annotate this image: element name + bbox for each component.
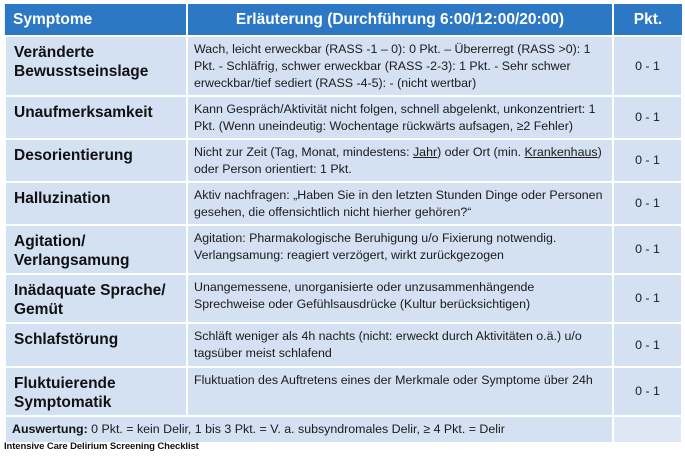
evaluation-label: Auswertung: <box>12 422 88 436</box>
points-cell: 0 - 1 <box>613 36 682 96</box>
symptom-cell: Halluzination <box>5 182 187 225</box>
points-cell: 0 - 1 <box>613 96 682 139</box>
evaluation-row <box>5 416 682 443</box>
table-row <box>5 182 682 225</box>
points-cell: 0 - 1 <box>613 274 682 323</box>
icdsc-table <box>4 4 683 444</box>
symptom-cell: Inädaquate Sprache/ Gemüt <box>5 274 187 323</box>
table-row <box>5 225 682 274</box>
points-cell: 0 - 1 <box>613 323 682 367</box>
caption: Intensive Care Delirium Screening Checklist <box>4 441 199 452</box>
evaluation-cell <box>5 416 613 443</box>
points-cell: 0 - 1 <box>613 139 682 182</box>
evaluation-points-blank <box>613 416 682 443</box>
header-punkte: Pkt. <box>613 4 682 36</box>
points-cell: 0 - 1 <box>613 225 682 274</box>
symptom-cell: Veränderte Bewusstseinslage <box>5 36 187 96</box>
desc-part: ) oder Ort (min. <box>437 145 525 159</box>
description-cell: Wach, leicht erweckbar (RASS -1 – 0): 0 Pkt. – Übererregt (RASS >0): 1 Pkt. - Schläfrig, schwer erweckbar (RASS -2-3): 1 Pkt. - Sehr schwer erweckbar/tief sediert (RASS -4-5): - (nicht wertbar) <box>187 36 613 96</box>
symptom-cell: Schlafstörung <box>5 323 187 367</box>
header-row <box>5 4 682 36</box>
checklist-table-container <box>4 4 681 436</box>
table-row <box>5 96 682 139</box>
description-cell <box>187 139 613 182</box>
symptom-cell: Agitation/ Verlangsamung <box>5 225 187 274</box>
description-cell: Agitation: Pharmakologische Beruhigung u/o Fixierung notwendig. Verlangsamung: reagiert verzögert, wirkt zurückgezogen <box>187 225 613 274</box>
header-erlaeuterung: Erläuterung (Durchführung 6:00/12:00/20:00) <box>187 4 613 36</box>
table-row <box>5 36 682 96</box>
description-cell: Fluktuation des Auftretens eines der Merkmale oder Symptome über 24h <box>187 367 613 416</box>
table-row <box>5 367 682 416</box>
symptom-cell: Unaufmerksamkeit <box>5 96 187 139</box>
points-cell: 0 - 1 <box>613 367 682 416</box>
desc-underlined-year: Jahr <box>412 145 438 159</box>
description-cell: Aktiv nachfragen: „Haben Sie in den letzten Stunden Dinge oder Personen gesehen, die offensichtlich nicht hierher gehören?“ <box>187 182 613 225</box>
symptom-cell: Fluktuierende Symptomatik <box>5 367 187 416</box>
points-cell: 0 - 1 <box>613 182 682 225</box>
table-row <box>5 274 682 323</box>
desc-underlined-hospital: Krankenhaus <box>524 145 598 159</box>
table-row <box>5 323 682 367</box>
symptom-cell: Desorientierung <box>5 139 187 182</box>
header-symptome: Symptome <box>5 4 187 36</box>
evaluation-text: 0 Pkt. = kein Delir, 1 bis 3 Pkt. = V. a. subsyndromales Delir, ≥ 4 Pkt. = Delir <box>87 422 505 436</box>
description-cell: Schläft weniger als 4h nachts (nicht: erweckt durch Aktivitäten o.ä.) u/o tagsüber meist schlafend <box>187 323 613 367</box>
description-cell: Kann Gespräch/Aktivität nicht folgen, schnell abgelenkt, unkonzentriert: 1 Pkt. (Wenn uneindeutig: Wochentage rückwärts aufsagen, ≥2 Fehler) <box>187 96 613 139</box>
desc-part: ) oder Person orientiert: 1 Pkt. <box>194 145 602 176</box>
desc-part: Nicht zur Zeit (Tag, Monat, mindestens: <box>194 145 413 159</box>
table-row <box>5 139 682 182</box>
description-cell: Unangemessene, unorganisierte oder unzusammenhängende Sprechweise oder Gefühlsausdrücke (Kultur berücksichtigen) <box>187 274 613 323</box>
